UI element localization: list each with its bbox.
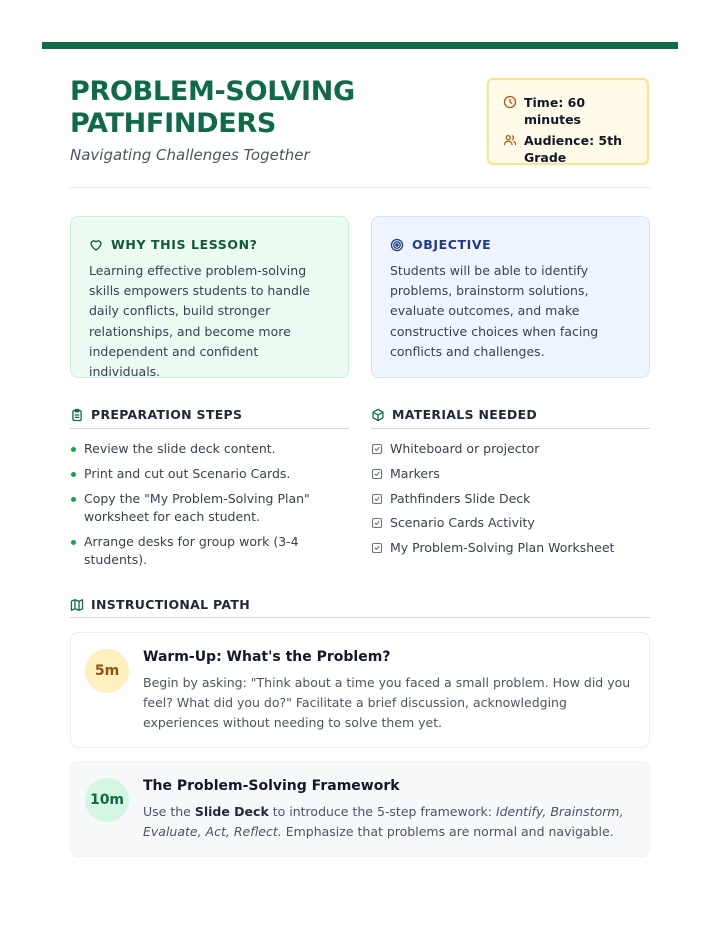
list-item [371, 440, 650, 458]
bullet-dot [71, 472, 76, 477]
checkbox-checked-icon [371, 517, 383, 529]
preparation-item-text: Arrange desks for group work (3-4 students). [84, 534, 299, 567]
instructional-path-heading-text: INSTRUCTIONAL PATH [91, 597, 250, 612]
objective-card [371, 216, 650, 378]
instructional-path-heading [70, 597, 250, 612]
list-item [70, 440, 349, 458]
preparation-heading [70, 407, 242, 422]
step-card-framework [70, 761, 650, 857]
why-card [70, 216, 349, 378]
preparation-list [70, 440, 349, 576]
materials-list [371, 440, 650, 564]
page-subtitle: Navigating Challenges Together [70, 146, 310, 164]
checkbox-checked-icon [371, 443, 383, 455]
materials-heading-text: MATERIALS NEEDED [392, 407, 538, 422]
step-duration-badge: 10m [85, 778, 129, 822]
page-title: PROBLEM-SOLVING PATHFINDERS [70, 76, 355, 139]
instructional-path-rule [70, 617, 650, 618]
bullet-dot [71, 497, 76, 502]
checkbox-checked-icon [371, 542, 383, 554]
bullet-dot [71, 447, 76, 452]
list-item [70, 533, 349, 569]
step-text-part: Use the [143, 804, 195, 819]
step-text-part: Emphasize that problems are normal and navigable. [281, 823, 614, 839]
material-item-text: Pathfinders Slide Deck [390, 490, 531, 506]
preparation-rule [70, 428, 349, 429]
list-item [70, 490, 349, 526]
clock-icon [503, 95, 517, 109]
step-title: Warm-Up: What's the Problem? [143, 649, 391, 665]
material-item-text: Markers [390, 465, 440, 481]
users-icon [503, 133, 517, 147]
material-item-text: Whiteboard or projector [390, 441, 540, 456]
step-duration-badge: 5m [85, 649, 129, 693]
meta-time-label: Time: 60 minutes [524, 95, 586, 127]
objective-heading-text: OBJECTIVE [412, 237, 492, 252]
checkbox-checked-icon [371, 493, 383, 505]
list-item [70, 465, 349, 483]
header-divider [70, 187, 650, 188]
materials-rule [371, 428, 650, 429]
checkbox-checked-icon [371, 468, 383, 480]
box-icon [371, 408, 385, 422]
bullet-dot [71, 540, 76, 545]
meta-time [503, 94, 635, 128]
why-heading [89, 237, 330, 252]
step-card-warm-up [70, 632, 650, 748]
material-item-text: Scenario Cards Activity [390, 515, 535, 531]
objective-text: Students will be able to identify problems, brainstorm solutions, evaluate outcomes, and make constructive choices when facing conflicts and challenges. [390, 263, 599, 359]
top-accent-bar [42, 42, 678, 49]
preparation-item-text: Copy the "My Problem-Solving Plan" worksheet for each student. [84, 491, 310, 524]
step-text-italic: Identify, Brainstorm, Evaluate, Act, Reflect. [143, 804, 624, 839]
list-item [371, 514, 650, 532]
why-heading-text: WHY THIS LESSON? [111, 237, 258, 252]
preparation-item-text: Review the slide deck content. [84, 441, 276, 456]
step-text-part: to introduce the 5-step framework: [268, 804, 496, 819]
map-icon [70, 598, 84, 612]
step-title: The Problem-Solving Framework [143, 778, 400, 794]
list-item [371, 539, 650, 557]
meta-audience-label: Audience: 5th Grade [524, 133, 622, 165]
materials-heading [371, 407, 537, 422]
preparation-item-text: Print and cut out Scenario Cards. [84, 466, 291, 481]
why-text: Learning effective problem-solving skills empowers students to handle daily conflicts, build stronger relationships, and become more independent and confident individuals. [89, 263, 311, 380]
lesson-meta-box [487, 78, 649, 165]
list-item [371, 465, 650, 483]
meta-audience [503, 132, 635, 166]
step-text [143, 802, 631, 842]
clipboard-icon [70, 408, 84, 422]
material-item-text: My Problem-Solving Plan Worksheet [390, 540, 615, 556]
heart-icon [89, 238, 103, 252]
preparation-heading-text: PREPARATION STEPS [91, 407, 243, 422]
target-icon [390, 238, 404, 252]
objective-heading [390, 237, 631, 252]
list-item [371, 490, 650, 508]
step-text: Begin by asking: "Think about a time you faced a small problem. How did you feel? What did you do?" Facilitate a brief discussion, acknowledging experiences without needing to solve them yet. [143, 675, 631, 730]
step-text-bold: Slide Deck [194, 804, 269, 819]
